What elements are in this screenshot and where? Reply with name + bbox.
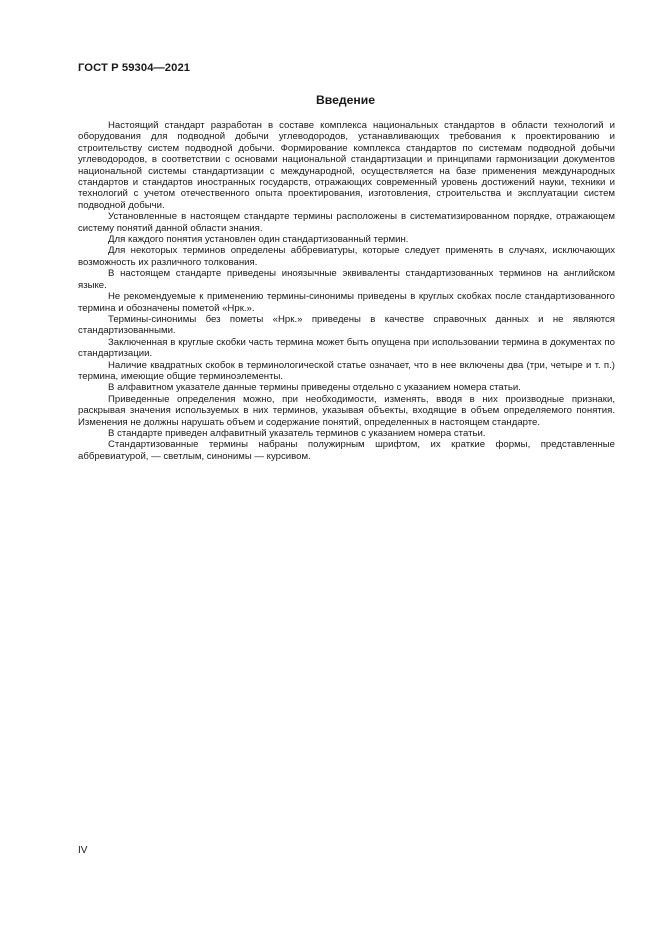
- paragraph: В алфавитном указателе данные термины приведены отдельно с указанием номера статьи.: [108, 382, 521, 394]
- paragraph: Настоящий стандарт разработан в составе комплекса национальных стандартов в области технологий и оборудования для подводной добычи углеводородов, устанавливающих требования к проектированию и строительству систем подводной добычи. Формирование комплекса стандартов по системам подводной добычи углеводородов, в соответствии с основами национальной стандартизации и принципами гармонизации документов национальной системы стандартизации с международной, осуществляется на базе применения международных стандартов и стандартов иностранных государств, отражающих современный уровень достижений науки, техники и технологий с учетом отечественного опыта проектирования, изготовления, строительства и эксплуатации систем подводной добычи.: [78, 120, 615, 211]
- paragraph: Наличие квадратных скобок в терминологической статье означает, что в нее включены два (три, четыре и т. п.) термина, имеющие общие терминоэлементы.: [78, 359, 615, 382]
- page-number: IV: [78, 845, 88, 856]
- paragraph: Для каждого понятия установлен один стандартизованный термин.: [108, 234, 409, 246]
- paragraph: Заключенная в круглые скобки часть термина может быть опущена при использовании термина в документах по стандартизации.: [78, 336, 615, 360]
- paragraph: Стандартизованные термины набраны полужирным шрифтом, их краткие формы, представленные аббревиатурой, — светлым, синонимы — курсивом.: [78, 439, 615, 462]
- paragraph: Установленные в настоящем стандарте термины расположены в систематизированном порядке, отражающем систему понятий данной области знания.: [78, 211, 615, 234]
- paragraph: Для некоторых терминов определены аббревиатуры, которые следует применять в случаях, исключающих возможность их различного толкования.: [78, 245, 615, 268]
- document-header: ГОСТ Р 59304—2021: [78, 62, 191, 74]
- paragraph: Не рекомендуемые к применению термины-синонимы приведены в круглых скобках после стандартизованного термина и обозначены пометой «Нрк.».: [78, 291, 615, 314]
- body-text: [78, 120, 615, 462]
- paragraph: В настоящем стандарте приведены иноязычные эквиваленты стандартизованных терминов на английском языке.: [78, 268, 615, 291]
- paragraph: В стандарте приведен алфавитный указатель терминов с указанием номера статьи.: [108, 427, 486, 439]
- section-title: Введение: [315, 93, 376, 107]
- paragraph: Термины-синонимы без пометы «Нрк.» приведены в качестве справочных данных и не являются стандартизованными.: [78, 313, 615, 337]
- paragraph: Приведенные определения можно, при необходимости, изменять, вводя в них производные признаки, раскрывая значения используемых в них терминов, указывая объекты, входящие в объем определяемого понятия. Изменения не должны нарушать объем и содержание понятий, определенных в настоящем стандарте.: [78, 393, 615, 428]
